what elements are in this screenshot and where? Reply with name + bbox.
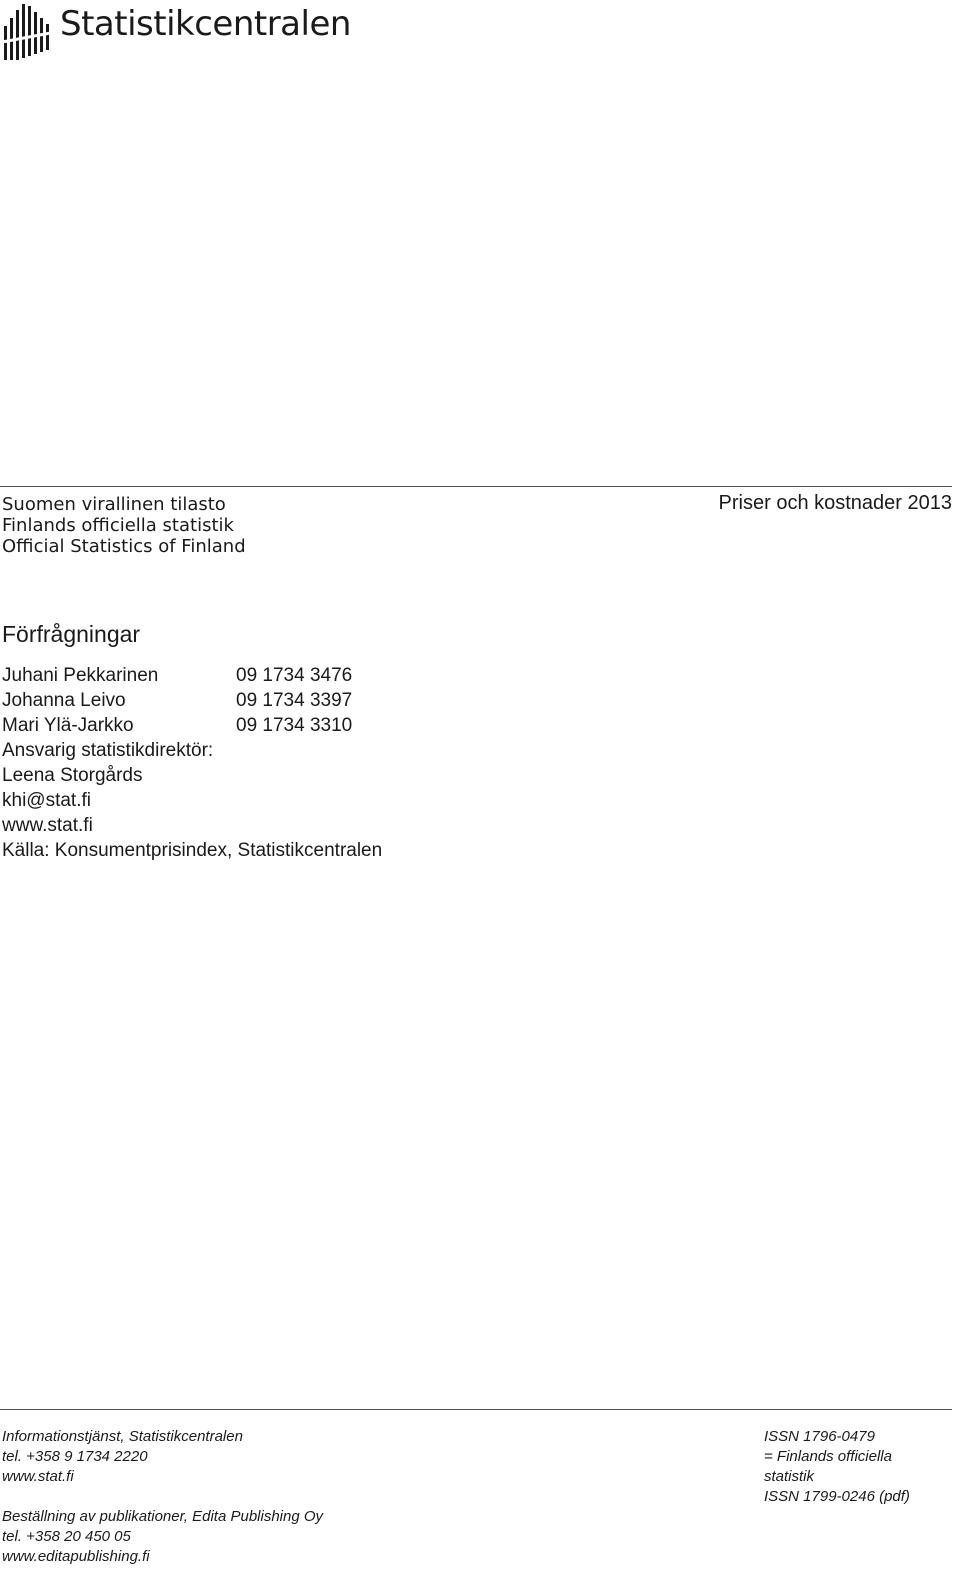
top-divider	[0, 486, 952, 487]
contact-row	[2, 713, 382, 738]
director-label: Ansvarig statistikdirektör:	[2, 740, 214, 761]
contact-list	[2, 663, 382, 863]
director-name: Leena Storgårds	[2, 765, 143, 786]
email-link[interactable]: khi@stat.fi	[2, 790, 91, 811]
order-phone: tel. +358 20 450 05	[2, 1528, 131, 1545]
logo-mark-icon	[2, 2, 56, 60]
series-name-sv: Finlands officiella statistik	[2, 515, 234, 536]
footer-contact-info	[2, 1427, 323, 1567]
info-service: Informationstjänst, Statistikcentralen	[2, 1428, 243, 1445]
enquiries-heading: Förfrågningar	[2, 621, 141, 647]
issn-pdf: ISSN 1799-0246 (pdf)	[764, 1488, 910, 1505]
info-phone: tel. +358 9 1734 2220	[2, 1448, 148, 1465]
contact-name: Juhani Pekkarinen	[2, 665, 159, 686]
statistikcentralen-logo	[2, 2, 56, 65]
info-web-link[interactable]: www.stat.fi	[2, 1468, 74, 1485]
contact-phone: 09 1734 3397	[236, 690, 353, 711]
order-web-link[interactable]: www.editapublishing.fi	[2, 1548, 150, 1565]
issn-series-line-2: statistik	[764, 1468, 815, 1485]
publication-title: Priser och kostnader 2013	[718, 492, 952, 514]
official-statistics-series	[2, 494, 246, 557]
series-name-en: Official Statistics of Finland	[2, 536, 246, 557]
contact-row	[2, 663, 382, 688]
footer-divider	[0, 1409, 952, 1410]
footer-issn-info	[764, 1427, 910, 1507]
logo-text: Statistikcentralen	[60, 4, 351, 44]
contact-row	[2, 688, 382, 713]
source-note: Källa: Konsumentprisindex, Statistikcentralen	[2, 840, 383, 861]
contact-name: Mari Ylä-Jarkko	[2, 715, 134, 736]
website-link[interactable]: www.stat.fi	[2, 815, 93, 836]
contact-name: Johanna Leivo	[2, 690, 126, 711]
contact-phone: 09 1734 3476	[236, 665, 353, 686]
issn-series-line-1: = Finlands officiella	[764, 1448, 892, 1465]
series-name-fi: Suomen virallinen tilasto	[2, 494, 226, 515]
issn-print: ISSN 1796-0479	[764, 1428, 875, 1445]
order-info: Beställning av publikationer, Edita Publishing Oy	[2, 1508, 324, 1525]
contact-phone: 09 1734 3310	[236, 715, 353, 736]
